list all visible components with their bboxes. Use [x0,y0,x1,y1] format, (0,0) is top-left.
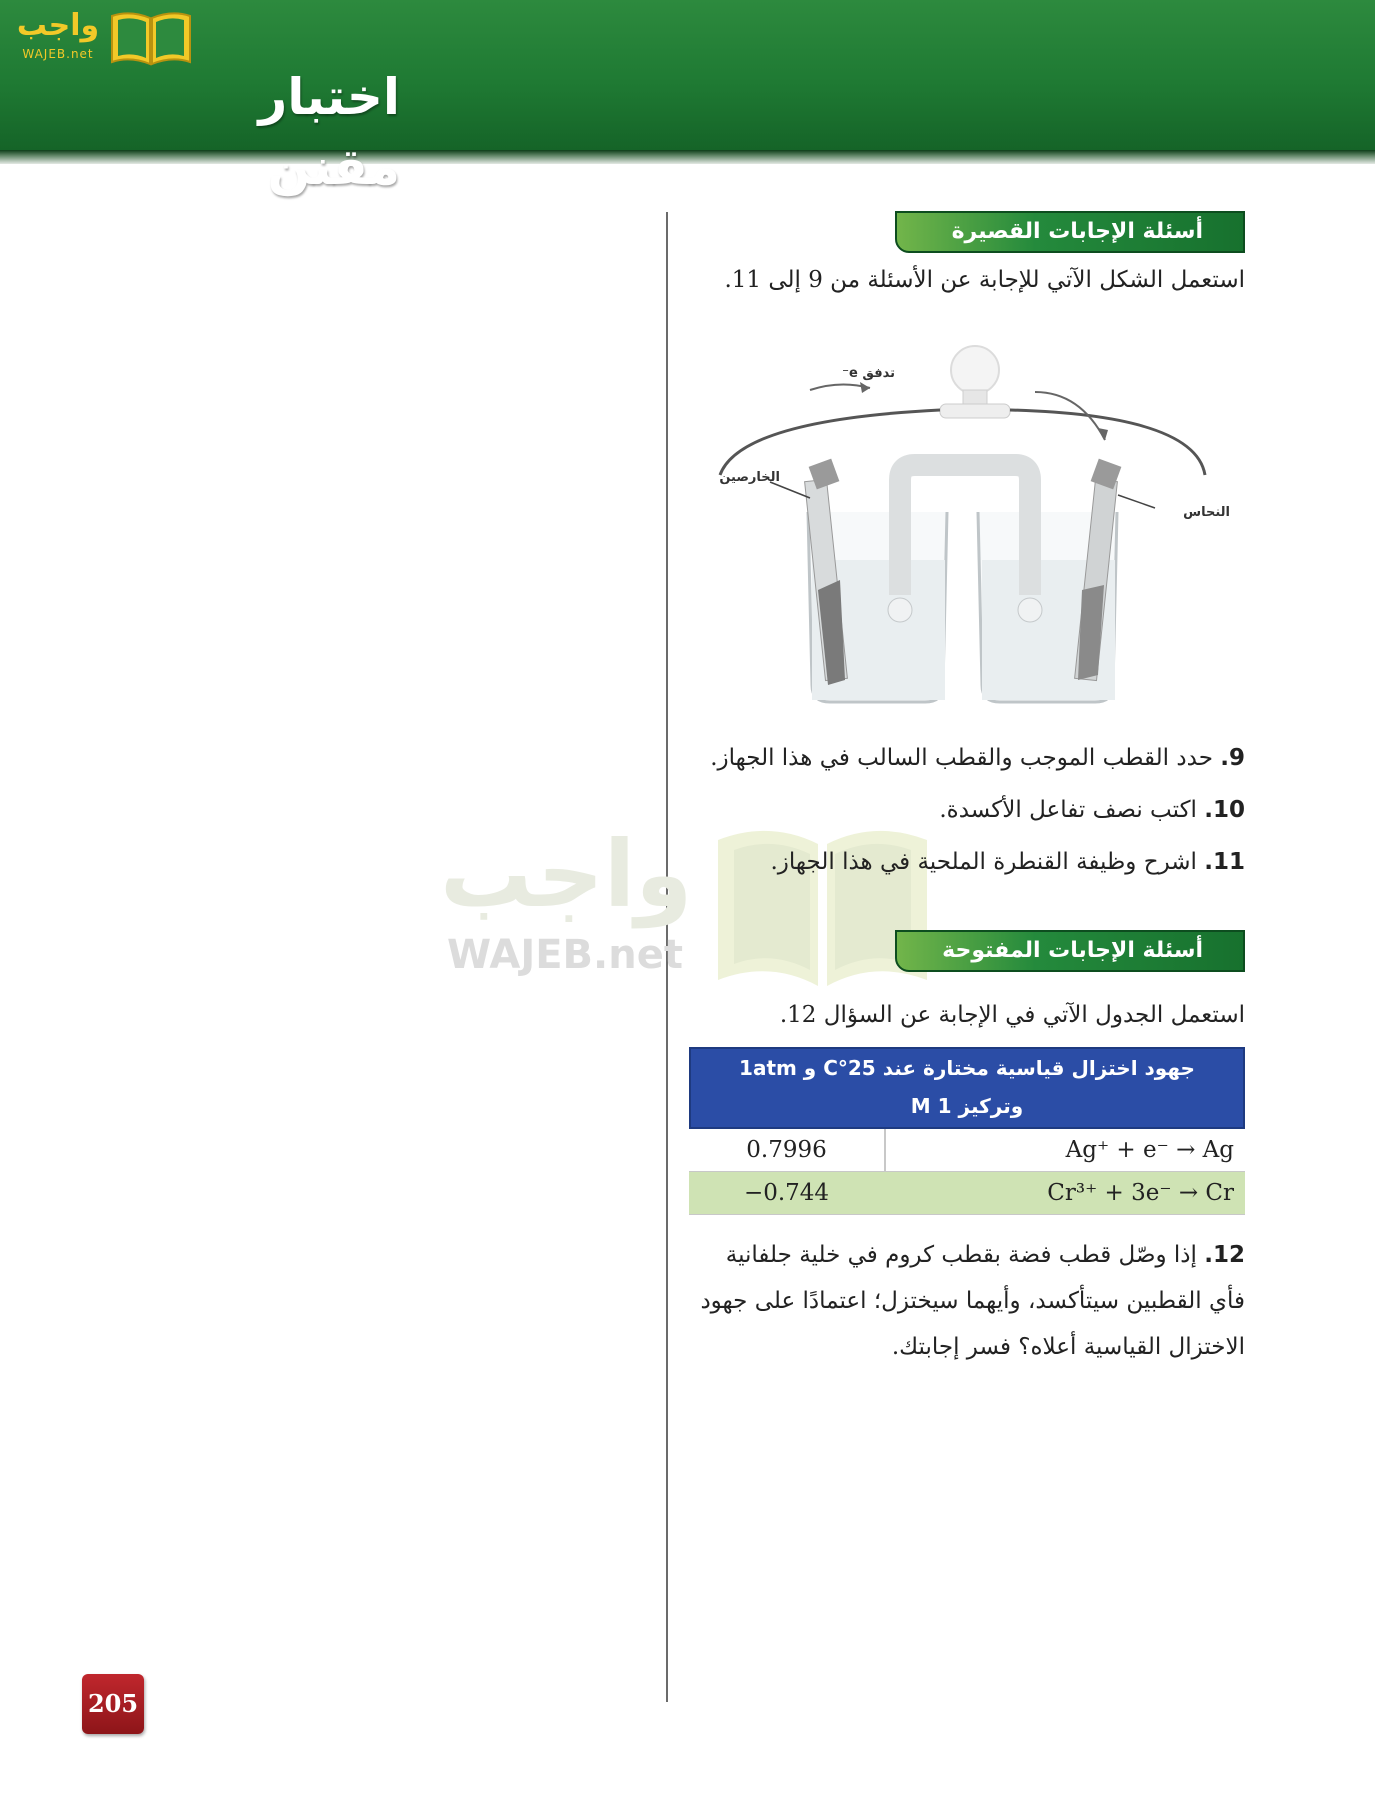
table-header [689,1047,1245,1129]
section-header-short-answers: أسئلة الإجابات القصيرة [895,211,1245,253]
watermark-arabic: واجب [440,821,693,928]
half-reaction: Ag⁺ + e⁻ → Ag [1065,1137,1234,1163]
question-text: اكتب نصف تفاعل الأكسدة. [939,797,1197,823]
open-answers-intro: استعمل الجدول الآتي في الإجابة عن السؤال 12. [779,1002,1245,1028]
book-icon [108,6,194,68]
logo-text: واجب [16,8,100,43]
page-title: اختبار مقنن [258,68,400,196]
table-row [689,1129,1245,1172]
question-text: اشرح وظيفة القنطرة الملحية في هذا الجهاز. [770,849,1197,875]
copper-label: النحاس [1183,505,1230,520]
question-9 [690,740,1245,776]
page-number: 205 [82,1674,144,1734]
zinc-label: الخارصين [719,470,780,485]
question-number: 9. [1220,745,1245,771]
galvanic-cell-figure [700,330,1245,715]
table-header-line2: وتركيز 1 M [910,1094,1024,1118]
reduction-potentials-table [689,1047,1245,1215]
question-text: إذا وصّل قطب فضة بقطب كروم في خلية جلفانية فأي القطبين سيتأكسد، وأيهما سيختزل؛ اعتمادًا على جهود الاختزال القياسية أعلاه؟ فسر إجابتك. [700,1242,1245,1360]
question-number: 10. [1204,797,1245,823]
logo-subtext: WAJEB.net [22,47,94,61]
section-header-open-answers: أسئلة الإجابات المفتوحة [895,930,1245,972]
potential-value: 0.7996 [746,1137,827,1163]
wajeb-logo[interactable] [8,6,193,68]
potential-value: −0.744 [743,1180,830,1206]
watermark-latin: WAJEB.net [447,932,683,978]
question-11 [690,844,1245,880]
electron-flow-label: تدفق e⁻ [842,366,895,381]
question-12 [690,1232,1245,1372]
short-answers-intro: استعمل الشكل الآتي للإجابة عن الأسئلة من 9 إلى 11. [724,267,1245,293]
question-number: 11. [1204,849,1245,875]
table-row [689,1172,1245,1215]
half-reaction: Cr³⁺ + 3e⁻ → Cr [1047,1180,1234,1206]
question-text: حدد القطب الموجب والقطب السالب في هذا الجهاز. [710,745,1213,771]
question-10 [690,792,1245,828]
header-shadow [0,150,1375,164]
table-header-line1: جهود اختزال قياسية مختارة عند 25°C و 1atm [739,1056,1195,1080]
question-number: 12. [1204,1242,1245,1268]
